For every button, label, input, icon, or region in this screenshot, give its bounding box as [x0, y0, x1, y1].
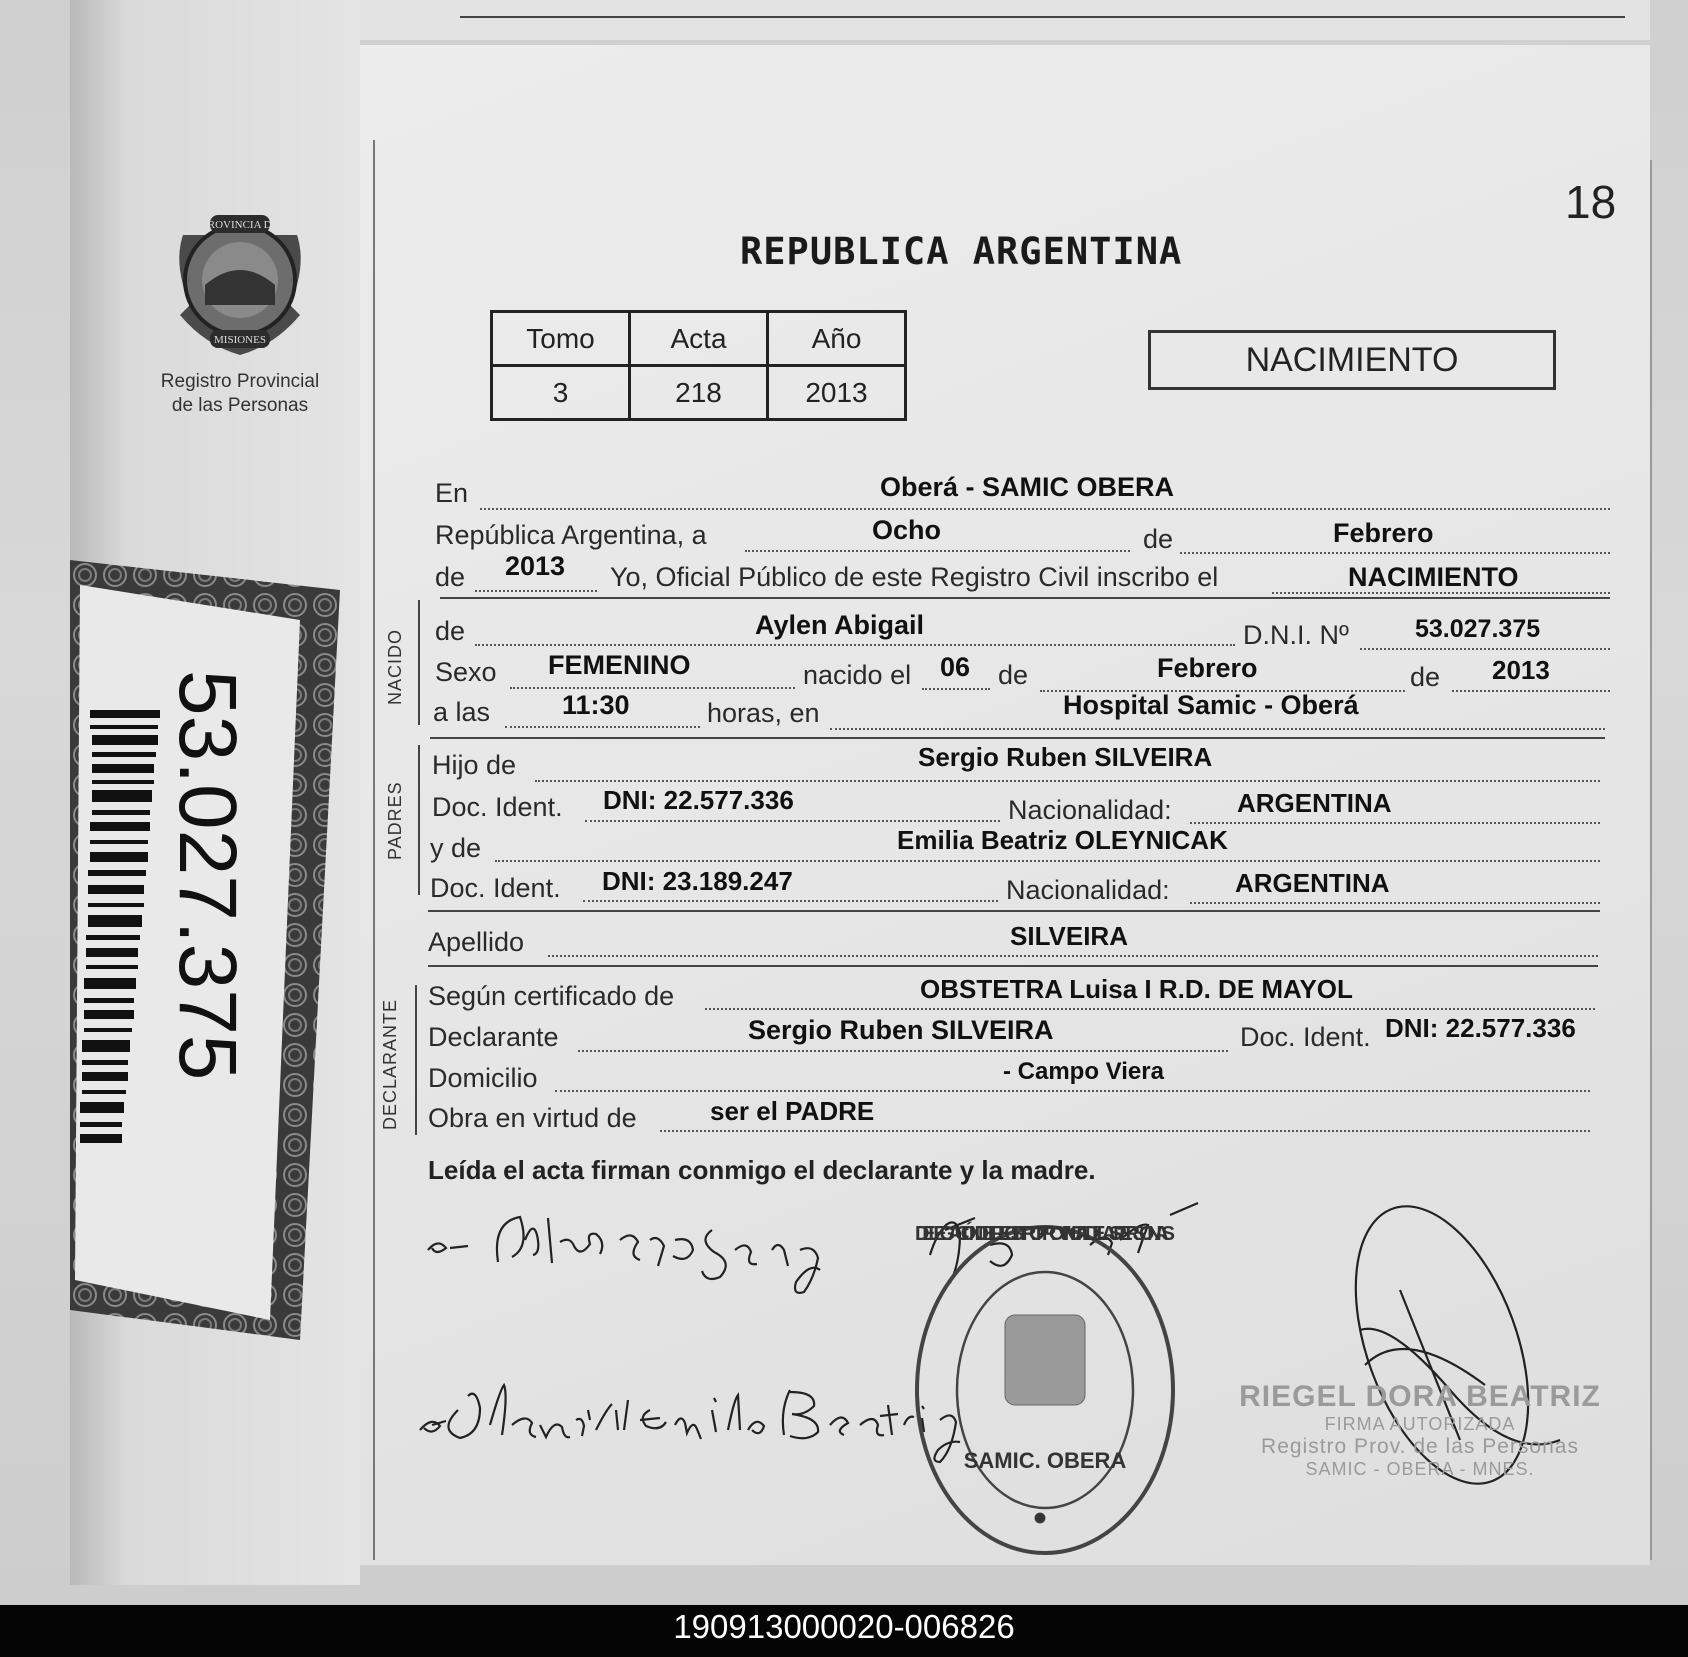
closing-statement: Leída el acta firman conmigo el declarante y la madre. [428, 1155, 1096, 1185]
child-dni: 53.027.375 [1415, 615, 1541, 643]
page-number: 18 [1565, 176, 1617, 228]
father-nationality: ARGENTINA [1237, 788, 1392, 818]
registry-line1: Registro Provincial [160, 371, 320, 392]
birth-year: 2013 [1492, 655, 1550, 685]
value-ano: 2013 [768, 366, 906, 420]
certificate-issuer: OBSTETRA Luisa I R.D. DE MAYOL [920, 974, 1353, 1004]
father-nat-label: Nacionalidad: [1008, 795, 1172, 825]
act-type-box: NACIMIENTO [1148, 330, 1556, 390]
mother-doc-label: Doc. Ident. [430, 873, 561, 903]
act-word: NACIMIENTO [1348, 562, 1519, 592]
nacido-el-label: nacido el [803, 660, 912, 690]
mother-doc: DNI: 23.189.247 [602, 866, 793, 896]
header-ano: Año [768, 312, 906, 366]
dni-label: D.N.I. Nº [1243, 620, 1349, 650]
header-acta: Acta [630, 312, 768, 366]
address: - Campo Viera [1003, 1058, 1164, 1085]
stamp-inner-text: SAMIC. OBERA [963, 1448, 1127, 1473]
father-name: Sergio Ruben SILVEIRA [918, 742, 1213, 772]
barcode-sticker [70, 560, 340, 1340]
logo-top-text: PROVINCIA DE [201, 219, 279, 231]
section-padres-label: PADRES [385, 781, 405, 860]
official-line3: SAMIC - OBERA - MNES. [1305, 1459, 1535, 1479]
father-signature [428, 1203, 1198, 1293]
registration-year: 2013 [505, 551, 566, 581]
official-name: RIEGEL DORA BEATRIZ [1239, 1380, 1601, 1413]
apellido-label: Apellido [428, 927, 525, 957]
de-label-1: de [1143, 524, 1174, 554]
de-label-3: de [998, 660, 1029, 690]
nacido-de-label: de [435, 616, 466, 646]
declarant-role: ser el PADRE [710, 1096, 875, 1126]
y-de-label: y de [430, 833, 482, 863]
birth-time: 11:30 [562, 690, 630, 720]
obra-label: Obra en virtud de [428, 1103, 637, 1133]
mother-nat-label: Nacionalidad: [1006, 875, 1170, 905]
statement-text: Yo, Oficial Público de este Registro Civil inscribo el [610, 562, 1219, 592]
father-doc: DNI: 22.577.336 [603, 785, 794, 815]
round-stamp [917, 1227, 1173, 1553]
en-label: En [435, 478, 469, 508]
registry-line2: de las Personas [171, 395, 309, 416]
birth-day: 06 [940, 652, 971, 682]
document-title: REPUBLICA ARGENTINA [740, 230, 1183, 273]
value-acta: 218 [630, 366, 768, 420]
registration-month: Febrero [1333, 518, 1434, 548]
logo-bottom-text: MISIONES [214, 334, 266, 346]
stamp-ring-text: DELEGACIÓN DEL REGISTRO PROVINCIAL DE LAS PERSONAS [915, 1223, 1175, 1245]
section-nacido-label: NACIDO [385, 628, 405, 705]
document-code: 190913000020-006826 [673, 1608, 1015, 1645]
de-label-2: de [435, 562, 466, 592]
father-doc-label: Doc. Ident. [432, 792, 563, 822]
sexo-label: Sexo [435, 657, 497, 687]
horas-label: horas, en [707, 698, 820, 728]
section-declarante-label: DECLARANTE [380, 998, 400, 1130]
surname: SILVEIRA [1010, 921, 1128, 951]
mother-nationality: ARGENTINA [1235, 868, 1390, 898]
de-label-4: de [1410, 662, 1441, 692]
value-tomo: 3 [492, 366, 630, 420]
header-tomo: Tomo [492, 312, 630, 366]
birth-place: Hospital Samic - Oberá [1063, 690, 1359, 720]
declarant-name: Sergio Ruben SILVEIRA [748, 1015, 1054, 1045]
domicilio-label: Domicilio [428, 1063, 538, 1093]
official-line1: FIRMA AUTORIZADA [1324, 1414, 1516, 1434]
birth-month: Febrero [1157, 653, 1258, 683]
declarante-label: Declarante [428, 1022, 559, 1052]
mother-name: Emilia Beatriz OLEYNICAK [897, 825, 1228, 855]
child-sex: FEMENINO [548, 650, 691, 680]
barcode-number: 53.027.375 [162, 670, 253, 1081]
republic-label: República Argentina, a [435, 520, 707, 550]
registration-place: Oberá - SAMIC OBERA [880, 472, 1175, 502]
declarant-doc-label: Doc. Ident. [1240, 1022, 1371, 1052]
declarant-doc: DNI: 22.577.336 [1385, 1013, 1576, 1043]
registration-day: Ocho [872, 515, 942, 545]
mother-signature [420, 1385, 960, 1462]
child-name: Aylen Abigail [755, 610, 925, 640]
hijo-de-label: Hijo de [432, 750, 517, 780]
official-line2: Registro Prov. de las Personas [1261, 1435, 1579, 1458]
official-stamp [1210, 1380, 1630, 1480]
a-las-label: a las [433, 697, 491, 727]
certificate-label: Según certificado de [428, 981, 675, 1011]
